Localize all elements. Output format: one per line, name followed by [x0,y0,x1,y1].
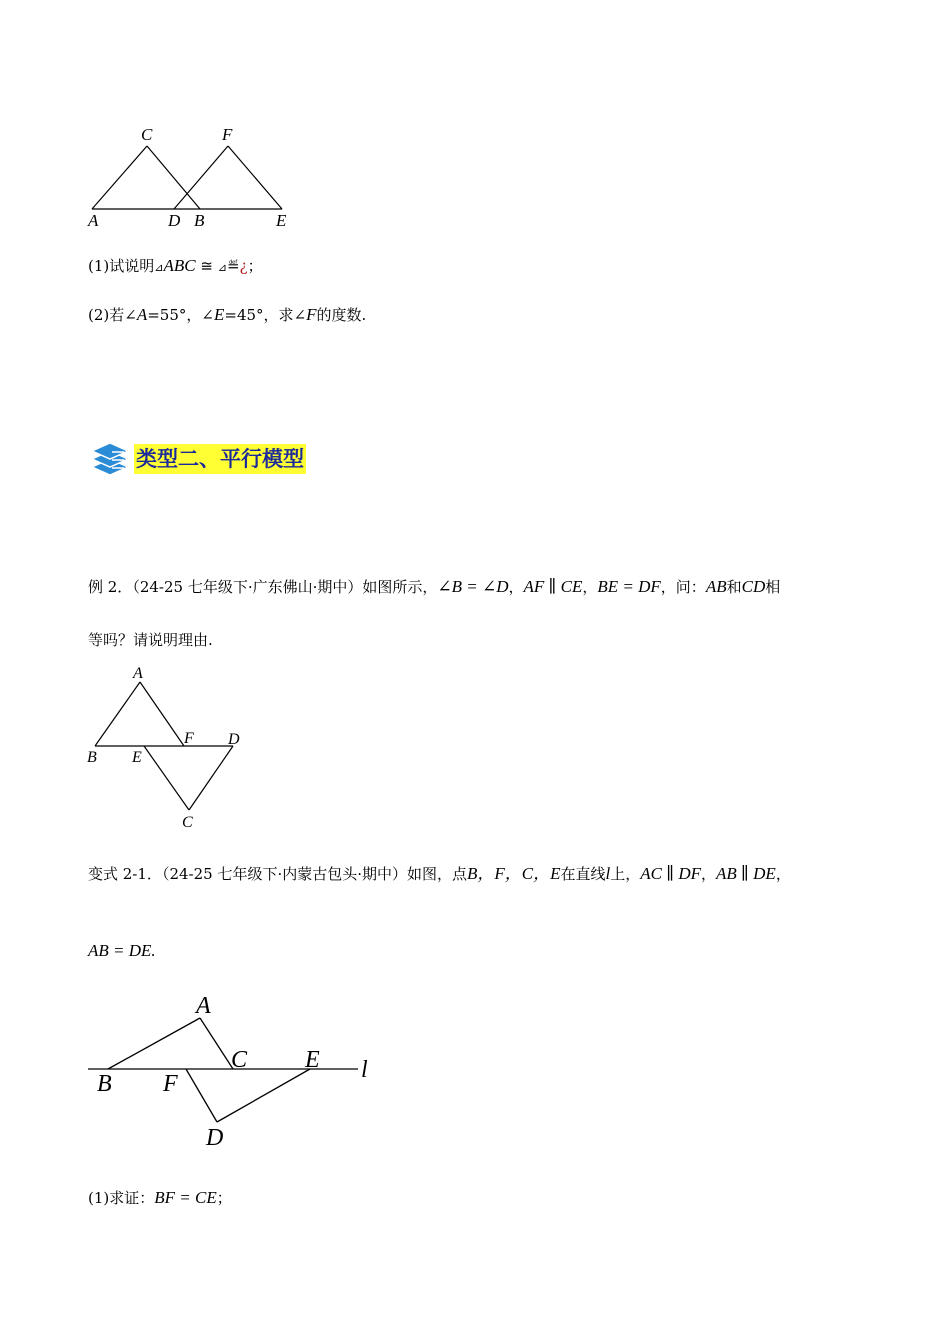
label-c: C [141,125,153,144]
segment-de [217,1069,310,1122]
example-2-line-2: 等吗？请说明理由. [88,631,213,649]
segment-ba [108,1018,200,1069]
label-a: A [88,211,99,230]
section-title: 类型二、平行模型 [134,444,306,474]
example-2-line-1: 例 2．（24-25 七年级下·广东佛山·期中）如图所示，∠B = ∠D，AF ∥ CE，BE = DF，问：AB和CD相 [88,577,781,596]
segment-cb [147,146,200,209]
variant-2-1-question-1: (1)求证：BF = CE； [88,1188,232,1207]
figure-example-2 [80,660,260,835]
segment-fd [186,1069,217,1122]
label-c: C [182,814,193,831]
segment-fe [228,146,282,209]
label-a: A [196,993,211,1019]
section-heading [88,440,306,478]
segment-ac [200,1018,233,1069]
variant-2-1-line-1: 变式 2-1．（24-25 七年级下·内蒙古包头·期中）如图，点B，F，C，E在直线l上，AC ∥ DF，AB ∥ DE， [88,864,791,883]
label-d: D [228,731,240,748]
question-1-2: (2)若∠A=55°，∠E=45°，求∠F的度数. [88,305,367,324]
segment-ac [92,146,147,209]
label-f: F [222,125,233,144]
segment-af [140,682,184,746]
figure-triangles-abc-def [80,120,310,235]
label-e: E [276,211,287,230]
figure-variant-2-1 [80,985,380,1150]
segment-df [174,146,228,209]
label-f: F [184,730,194,747]
label-b: B [97,1071,112,1097]
label-c: C [231,1047,248,1073]
segment-cd [189,746,233,810]
label-e: E [305,1047,320,1073]
label-b: B [194,211,205,230]
label-d: D [168,211,181,230]
question-1-1: (1)试说明⊿ABC ≅ ⊿≝¿； [88,256,263,275]
segment-ab [95,682,140,746]
label-d: D [206,1125,224,1151]
label-l: l [361,1057,368,1083]
books-stack-icon [88,439,132,479]
label-e: E [132,749,142,766]
segment-ec [144,746,189,810]
label-a: A [133,665,143,682]
variant-2-1-line-2: AB = DE. [88,941,156,960]
label-f: F [163,1071,178,1097]
label-b: B [87,749,97,766]
